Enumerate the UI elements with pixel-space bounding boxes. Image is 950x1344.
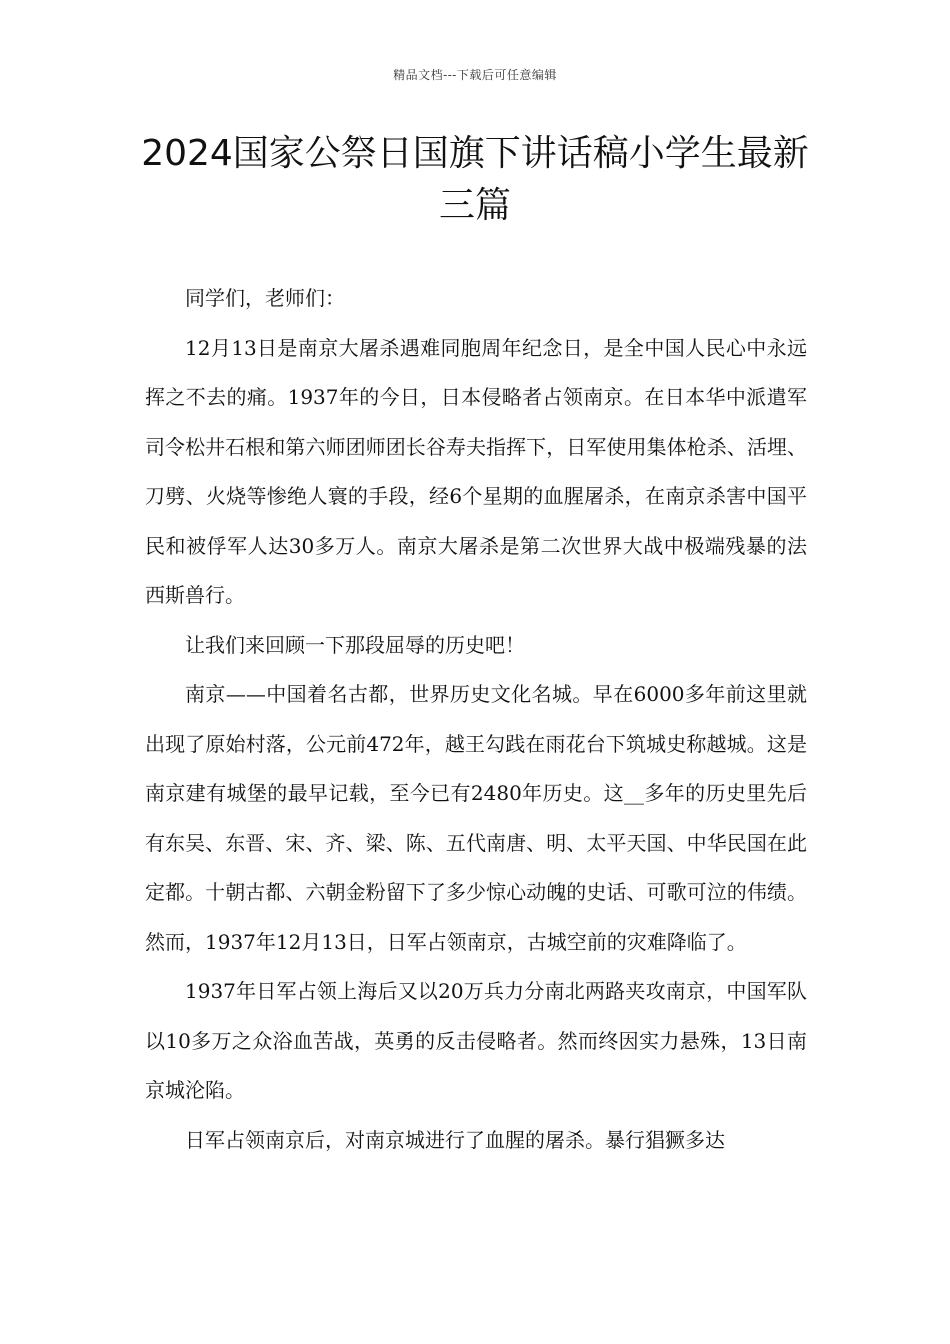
paragraph: 日军占领南京后，对南京城进行了血腥的屠杀。暴行猖獗多达 [185, 1127, 725, 1152]
paragraph: 让我们来回顾一下那段屈辱的历史吧！ [185, 632, 525, 657]
paragraph: 同学们，老师们： [185, 286, 345, 310]
header-note: 精品文档---下载后可任意编辑 [393, 68, 557, 82]
paragraph: 南京——中国着名古都，世界历史文化名城。早在6000多年前这里就出现了原始村落，公元前472年，越王勾践在雨花台下筑城史称越城。这是南京建有城堡的最早记载，至今已有2480年历史。这__多年的历史里先后有东吴、东晋、宋、齐、梁、陈、五代南唐、明、太平天国、中华民国在此定都。十朝古都、六朝金粉留下了多少惊心动魄的史话、可歌可泣的伟绩。然而，1937年12月13日，日军占领南京，古城空前的灾难降临了。 [145, 682, 807, 954]
document-body [145, 274, 807, 1165]
paragraph: 12月13日是南京大屠杀遇难同胞周年纪念日，是全中国人民心中永远挥之不去的痛。1937年的今日，日本侵略者占领南京。在日本华中派遣军司令松井石根和第六师团师团长谷寿夫指挥下，日军使用集体枪杀、活埋、刀劈、火烧等惨绝人寰的手段，经6个星期的血腥屠杀，在南京杀害中国平民和被俘军人达30多万人。南京大屠杀是第二次世界大战中极端残暴的法西斯兽行。 [145, 335, 807, 607]
paragraph: 1937年日军占领上海后又以20万兵力分南北两路夹攻南京，中国军队以10多万之众浴血苦战，英勇的反击侵略者。然而终因实力悬殊，13日南京城沦陷。 [145, 979, 807, 1102]
document-title: 2024国家公祭日国旗下讲话稿小学生最新三篇 [141, 133, 809, 226]
